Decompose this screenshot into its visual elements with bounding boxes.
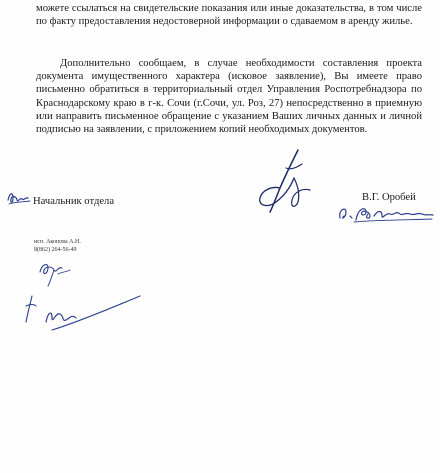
executor-name: исп. Акопова А.Н.: [34, 239, 81, 245]
initials-mark-icon: [6, 188, 32, 210]
position-title: Начальник отдела: [33, 196, 115, 207]
letter-paragraph-2: Дополнительно сообщаем, в случае необходимости составления проекта документа имущественного характера (исковое заявление), Вы имеете право письменно обратиться в территориальный отдел Управления Роспотребнадзора по Краснодарскому краю в г-к. Сочи (г.Сочи, ул. Роз, 27) непосредственно в приемную или направить письменное обращение с указанием Ваших личных данных и личной подписью на заявлении, с приложением копий необходимых документов.: [36, 58, 422, 136]
main-signature-icon: [240, 148, 320, 216]
executor-info: [34, 238, 81, 254]
letter-paragraph-1: можете ссылаться на свидетельские показания или иные доказательства, в том числе по факту предоставления недостоверной информации о сдаваемом в аренду жилье.: [36, 3, 422, 28]
handwritten-note-icon: [22, 292, 144, 336]
executor-phone: 8(862) 264-56-49: [34, 247, 77, 253]
executor-signature-icon: [36, 258, 72, 288]
approval-signature-icon: [336, 202, 436, 226]
signatory-name: В.Г. Оробей: [362, 192, 416, 203]
